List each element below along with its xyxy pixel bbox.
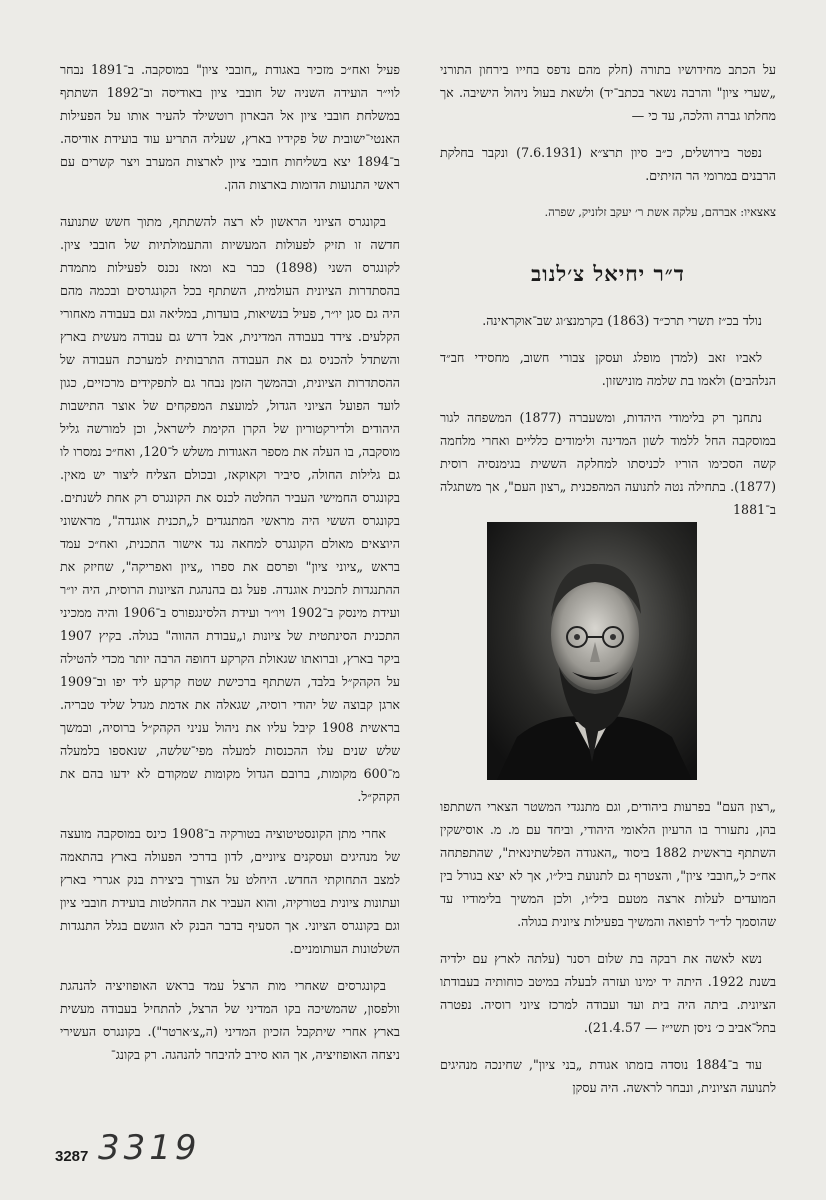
article-heading: ד״ר יחיאל צ׳לנוב bbox=[531, 261, 685, 286]
paragraph: אחרי מתן הקונסטיטוציה בטורקיה ב־1908 כינס במוסקבה מועצה של מנהיגים ועסקנים ציוניים, לדון בדרכי הפעולה בארץ בהתאמה למצב התחוקתי החדש. היחלט על הצורך ביצירת בנק אגררי בארץ ועתונות ציונית בטורקיה, והוא העביר את ההחלטות בועידת חובבי ציון וגם בקונגרס הציוני. אך הסעיף בדבר הבנק לא הוגשם בגלל התנגדות השלטונות העותומניים. bbox=[60, 826, 400, 956]
paragraph: בקונגרסים שאחרי מות הרצל עמד בראש האופוזיציה להנהגת וולפסון, שהמשיכה בקו המדיני של הרצל, להתחיל בעבודה מעשית בארץ אחרי שיתקבל הזכיון המדיני (ה„צ׳ארטר"). בקונגרס העשירי ניצחה האופוזיציה, אך הוא סירב להיבחר להנהגה. רק בקונג־ bbox=[60, 978, 400, 1062]
paragraph: עוד ב־1884 נוסדה בזמתו אגודת „בני ציון", שחינכה מנהיגים לתנועה הציונית, ונבחר לראשה. היה עסקן bbox=[440, 1057, 776, 1095]
paragraph: נולד בכ״ז תשרי תרכ״ד (1863) בקרמנצ׳וג שב־אוקראינה. bbox=[482, 313, 762, 328]
paragraph: „רצון העם" בפרעות ביהודים, וגם מתנגדי המשטר הצארי השתתפו בהן, נתעורר בו הרעיון הלאומי היהודי, וביחד עם מ. מ. אוסישקין השתתף בראשית 1882 ביסוד „האגודה הפלשתינאית", שהתפתחה אח״כ ל„חובבי ציון", והצטרף גם לתנועת ביל״ו, אך לא יצא בגורל בין המועדים לעלות ארצה מטעם ביל״ו, ולכן המשיך בלימודיו עד שהוסמך לד״ר לרפואה והמשיך בפעילות ציונית בגולה. bbox=[440, 799, 776, 929]
left-column bbox=[60, 58, 400, 1080]
page-number: 3287 bbox=[55, 1148, 89, 1165]
paragraph: נתחנך רק בלימודי היהדות, ומשעברה (1877) המשפחה לגור במוסקבה החל ללמוד לשון המדינה ולימודים כלליים ואחרי מלחמה קשה הסכימו הוריו לכניסתו למחלקה הששית בגימנסיה רוסית (1877). בתחילה נטה לתנועה המהפכנית „רצון העם", אך משתגלה ב־1881 bbox=[440, 410, 776, 517]
paragraph: נפטר בירושלים, כ״ב סיון תרצ״א (7.6.1931) ונקבר בחלקת הרבנים במרומי הר הזיתים. bbox=[440, 145, 776, 183]
paragraph: פעיל ואח״כ מזכיר באגודת „חובבי ציון" במוסקבה. ב־1891 נבחר לוי״ר הועידה השניה של חובבי ציון באודיסה וב־1892 השתתף במשלחת חובבי ציון אל הבארון רוטשילד להעיר אותו על הפעילות האנטי־ישובית של פקידיו בארץ, שעליה התריע עוד בועידת אודיסה. ב־1894 יצא בשליחות חובבי ציון לארצות המערב ויצר קשרים עם ראשי התנועות הדומות בארצות ההן. bbox=[60, 62, 400, 192]
handwritten-number: 3319 bbox=[98, 1128, 201, 1168]
paragraph: בקונגרס הציוני הראשון לא רצה להשתתף, מתוך חשש שתנועה חדשה זו תזיק לפעולות המעשיות והתעמולתיות של חובבי ציון. לקונגרס השני (1898) כבר בא ומאז נכנס לפעילות מתמדת בהסתדרות הציונית העולמית, השתתף בכל הקונגרסים ובכמה מהם היה גם סגן יו״ר, פעיל בנשיאות, בועדות, במליאה וגם בעבודה מאחורי הקלעים. צידד בעבודה המדינית, אבל דרש גם עבודה מעשית בארץ והשתדל להכניס גם את העבודה התרבותית למערכת העבודה של ההסתדרות הציונית, ובהמשך הזמן נבחר גם לתפקידים מרכזיים, כגון לועד הפועל הציוני הגדול, למועצת המפקחים של אוצר התישבות היהודים ולדירקטוריון של הקרן הקימת לישראל, וכן למורשה גליל מוסקבה, בו העלה את מספר האגודות משלש ל־120, ואח״כ נמסרו לו גם גלילות החולה, סיביר וקאוקאז, ובכולם הצליח ליצור יש מאין. בקונגרס החמישי העביר החלטה לכנס את הקונגרס רק אחת לשנתים. בקונגרס הששי היה מראשי המתנגדים ל„תכנית אוגנדה", מראשוני היוצאים מאולם הקונגרס למחאה נגד אישור התכנית, ואח״כ עמד בראש „ציוני ציון" ופרסם את ספרו „ציון ואפריקה", שחיזק את ההתנגדות לתכנית אוגנדה. פעל גם בהנהגת הציונות הרוסית, היה יו״ר ועידת מינסק ב־1902 ויו״ר ועידת הלסינגפורס ב־1906 והיה ממכיני התכנית הסינתטית של ציונות ו„עבודת ההווה" בגולה. בקיץ 1907 ביקר בארץ, וברואתו שגאולת הקרקע דחופה הרבה יותר מכדי להטילה על הקהק״ל בלבד, השתתף ברכישת שטח קרקע ליד יפו וב־1909 ארגן קבוצה של יהודי רוסיה, שגאלה את אדמת מגדל שליד טבריה. בראשית 1908 קיבל עליו את ניהול עניני הקהק״ל ברוסיה, ובמשך שלש שנים עלו ההכנסות למעלה מפי־שלשה, שנאספו בלמעלה מ־600 מקומות, ברובם הגדול מקומות שמקודם לא ידעו בהם את הקהק״ל. bbox=[60, 214, 401, 804]
right-column-continued bbox=[440, 795, 776, 1113]
paragraph: נשא לאשה את רבקה בת שלום רסנר (עלתה לארץ עם ילדיה בשנת 1922. היתה יד ימינו ועזרה לבעלה במיטב כוחותיה בעבודתו הציונית. ביתה היה בית ועד ועבודה למרכז ציוני רוסיה. נפטרה בתל־אביב כ׳ ניסן תשי״ז — 21.4.57). bbox=[440, 951, 777, 1035]
portrait-photo bbox=[487, 522, 697, 780]
paragraph: על הכתב מחידושיו בתורה (חלק מהם נדפס בחייו בירחון התורני „שערי ציון" והרבה נשאר בכתב־יד) ולשאת בעול ניהול הישיבה. אך מחלתו גברה והלכה, עד כי — bbox=[440, 62, 776, 123]
paragraph: לאביו זאב (למדן מופלג ועסקן צבורי חשוב, מחסידי חב״ד הנלהבים) ולאמו בת שלמה מונישזון. bbox=[440, 350, 776, 388]
portrait-image bbox=[487, 522, 697, 780]
descendants-line: צאצאיו: אברהם, עלקה אשת ר׳ יעקב זלזניק, שפרה. bbox=[544, 205, 776, 219]
right-column bbox=[440, 58, 776, 535]
